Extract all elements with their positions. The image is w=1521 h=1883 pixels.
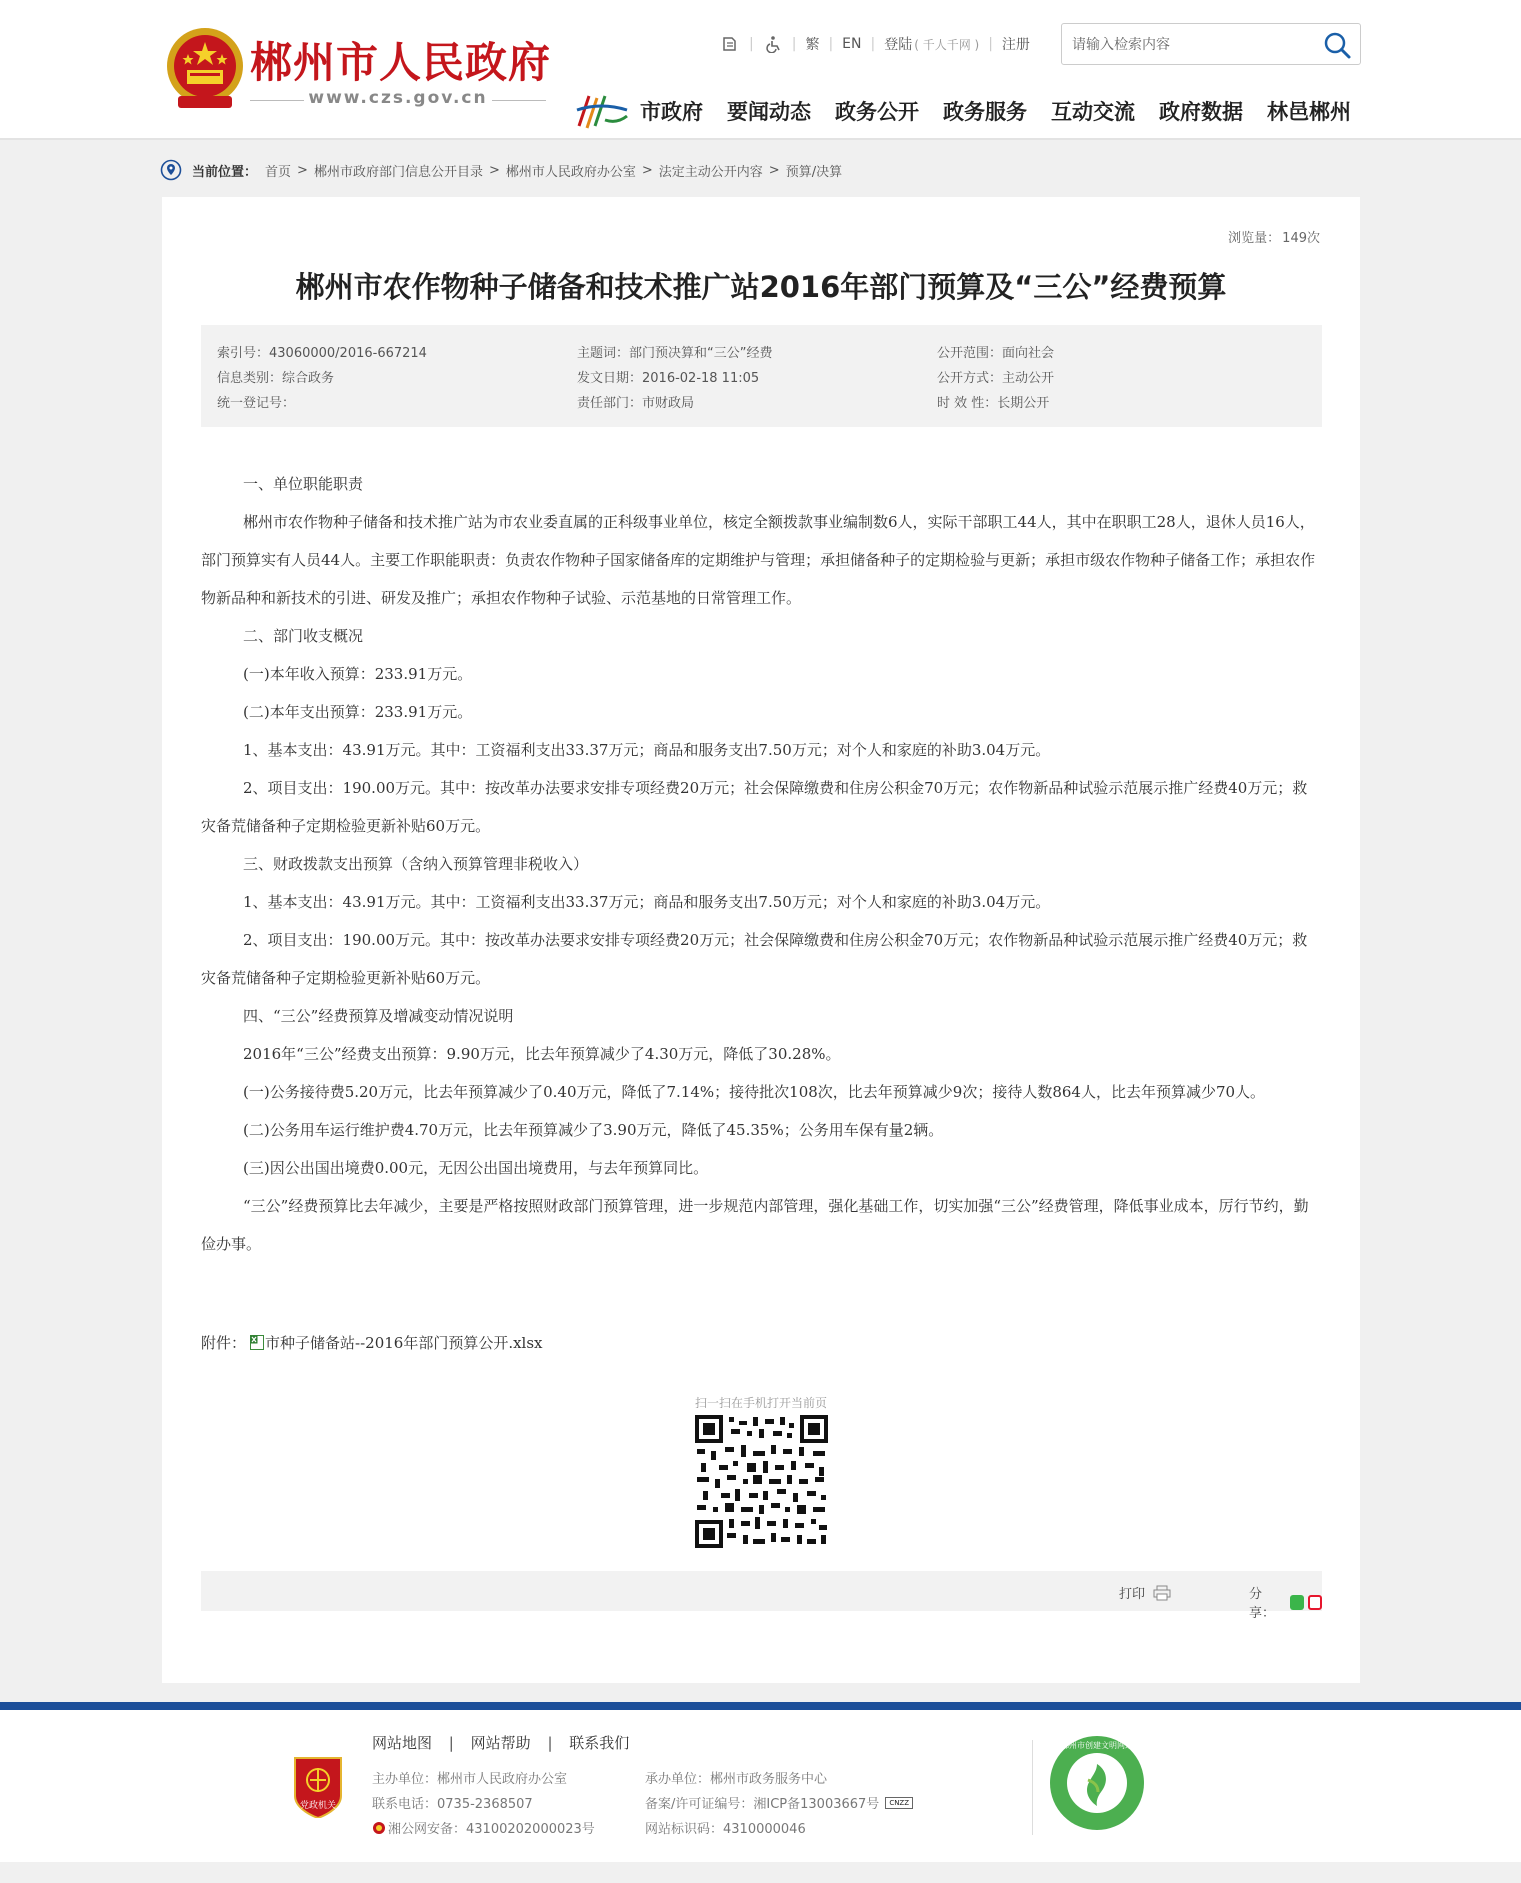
meta-department: 责任部门：市财政局 <box>577 396 695 411</box>
view-count-value: 149次 <box>1282 231 1320 246</box>
meta-scope: 公开范围：面向社会 <box>937 346 1055 361</box>
article-paragraph: (二)公务用车运行维护费4.70万元，比去年预算减少了3.90万元，降低了45.35%；公务用车保有量2辆。 <box>243 1121 944 1139</box>
footer-sponsor: 主办单位：郴州市人民政府办公室 <box>372 1772 568 1787</box>
printer-icon <box>1153 1585 1171 1601</box>
meta-registration-number: 统一登记号： <box>217 396 296 411</box>
breadcrumb-item[interactable]: 法定主动公开内容 <box>658 164 763 180</box>
attachment-label: 附件： <box>201 1334 247 1352</box>
civilized-website-seal[interactable] <box>1048 1734 1146 1832</box>
site-header <box>0 0 1521 140</box>
search-icon[interactable] <box>1322 30 1352 60</box>
footer-divider <box>1032 1740 1033 1835</box>
icp-text: 备案/许可证编号：湘ICP备13003667号 <box>645 1797 880 1812</box>
breadcrumb-item[interactable]: 预算/决算 <box>785 164 843 180</box>
police-record-text: 湘公网安备：43100202000023号 <box>388 1822 595 1837</box>
attachment-link[interactable]: 市种子储备站--2016年部门预算公开.xlsx <box>265 1334 543 1352</box>
article-paragraph: 1、基本支出：43.91万元。其中：工资福利支出33.37万元；商品和服务支出7.50万元；对个人和家庭的补助3.04万元。 <box>243 741 1051 759</box>
breadcrumb-item[interactable]: 郴州市政府部门信息公开目录 <box>313 164 483 180</box>
article-paragraph: (二)本年支出预算：233.91万元。 <box>243 703 473 721</box>
nav-item[interactable]: 市政府 <box>640 100 703 124</box>
excel-file-icon <box>250 1335 264 1350</box>
header-toolbar <box>720 34 1030 54</box>
breadcrumb-item[interactable]: 首页 <box>265 164 292 180</box>
meta-row <box>217 367 1317 386</box>
nav-item[interactable]: 林邑郴州 <box>1267 100 1351 124</box>
traditional-chinese-link[interactable]: 繁 <box>805 37 820 53</box>
article-paragraph: 2、项目支出：190.00万元。其中：按改革办法要求安排专项经费20万元；社会保障缴费和住房公积金70万元；农作物新品种试验示范展示推广经费40万元；救灾备荒储备种子定期检验更新补贴60万元。 <box>201 931 1308 987</box>
login-note: ( 千人千网 ) <box>914 37 980 52</box>
czs-logo-icon <box>575 90 629 132</box>
footer-separator: | <box>547 1734 553 1752</box>
nav-item[interactable]: 政务公开 <box>835 100 919 124</box>
meta-index-number: 索引号：43060000/2016-667214 <box>217 346 427 361</box>
footer-links <box>372 1732 629 1753</box>
weibo-share-icon[interactable] <box>1308 1595 1322 1610</box>
article-body <box>201 465 1322 1263</box>
english-link[interactable]: EN <box>842 36 862 52</box>
article-title: 郴州市农作物种子储备和技术推广站2016年部门预算及“三公”经费预算 <box>295 270 1227 304</box>
footer-operator: 承办单位：郴州市政务服务中心 <box>645 1772 828 1787</box>
meta-row <box>217 392 1317 411</box>
article-card <box>162 197 1360 1683</box>
seal-text: 郴州市创建文明网站 <box>1061 1741 1133 1750</box>
footer-link-help[interactable]: 网站帮助 <box>470 1734 531 1752</box>
footer-icp[interactable] <box>645 1793 913 1812</box>
breadcrumb-item[interactable]: 郴州市人民政府办公室 <box>505 164 636 180</box>
breadcrumb-separator: > <box>768 162 780 178</box>
print-button[interactable] <box>1119 1583 1171 1602</box>
meta-validity: 时 效 性：长期公开 <box>937 396 1050 411</box>
attachment-row <box>201 1332 543 1353</box>
nav-item[interactable]: 政务服务 <box>943 100 1027 124</box>
toolbar-separator: | <box>791 36 797 52</box>
article-paragraph: (三)因公出国出境费0.00元，无因公出国出境费用，与去年预算同比。 <box>243 1159 709 1177</box>
footer-link-sitemap[interactable]: 网站地图 <box>372 1734 433 1752</box>
article-paragraph: 四、“三公”经费预算及增减变动情况说明 <box>243 1007 514 1025</box>
accessibility-reader-icon[interactable] <box>720 34 740 54</box>
login-link[interactable]: 登陆 <box>884 37 913 53</box>
police-emblem-icon <box>372 1821 386 1835</box>
meta-disclosure-mode: 公开方式：主动公开 <box>937 371 1055 386</box>
article-paragraph: 三、财政拨款支出预算（含纳入预算管理非税收入） <box>243 855 589 873</box>
footer-police-record[interactable] <box>372 1818 595 1837</box>
party-government-badge[interactable] <box>291 1754 345 1818</box>
main-nav <box>640 96 1351 126</box>
footer-link-contact[interactable]: 联系我们 <box>569 1734 630 1752</box>
article-paragraph: 1、基本支出：43.91万元。其中：工资福利支出33.37万元；商品和服务支出7.50万元；对个人和家庭的补助3.04万元。 <box>243 893 1051 911</box>
breadcrumb-separator: > <box>488 162 500 178</box>
accessibility-wheelchair-icon[interactable] <box>763 34 783 54</box>
share-bar <box>201 1571 1322 1621</box>
article-paragraph: 一、单位职能职责 <box>243 475 364 493</box>
meta-row <box>217 342 1317 361</box>
nav-item[interactable]: 要闻动态 <box>727 100 811 124</box>
breadcrumb-separator: > <box>297 162 308 178</box>
breadcrumb-label: 当前位置： <box>192 164 258 180</box>
site-footer <box>0 1702 1521 1862</box>
article-paragraph: 郴州市农作物种子储备和技术推广站为市农业委直属的正科级事业单位，核定全额拨款事业编制数6人，实际干部职工44人，其中在职职工28人，退休人员16人，部门预算实有人员44人。主要工作职能职责：负责农作物种子国家储备库的定期维护与管理；承担储备种子的定期检验与更新；承担市级农作物种子储备工作；承担农作物新品种和新技术的引进、研发及推广；承担农作物种子试验、示范基地的日常管理工作。 <box>201 513 1316 607</box>
cnzz-badge[interactable]: CNZZ <box>885 1797 913 1809</box>
meta-category: 信息类别：综合政务 <box>217 371 335 386</box>
share-group <box>1249 1583 1322 1621</box>
search-input[interactable] <box>1072 33 1302 57</box>
nav-item[interactable]: 政府数据 <box>1159 100 1243 124</box>
breadcrumb-separator: > <box>641 162 653 178</box>
wechat-share-icon[interactable] <box>1290 1595 1304 1610</box>
nav-item[interactable]: 互动交流 <box>1051 100 1135 124</box>
footer-site-code: 网站标识码：4310000046 <box>645 1822 806 1837</box>
meta-keywords: 主题词：部门预决算和“三公”经费 <box>577 346 773 361</box>
toolbar-separator: | <box>988 36 993 52</box>
article-meta <box>201 325 1322 427</box>
breadcrumb <box>160 159 842 181</box>
national-emblem-icon[interactable] <box>164 26 246 112</box>
view-count-label: 浏览量： <box>1228 231 1281 246</box>
location-pin-icon <box>160 159 182 181</box>
toolbar-separator: | <box>828 36 834 52</box>
toolbar-separator: | <box>870 36 876 52</box>
article-paragraph: (一)公务接待费5.20万元，比去年预算减少了0.40万元，降低了7.14%；接待批次108次，比去年预算减少9次；接待人数864人，比去年预算减少70人。 <box>243 1083 1266 1101</box>
footer-separator: | <box>448 1734 454 1752</box>
article-paragraph: “三公”经费预算比去年减少，主要是严格按照财政部门预算管理，进一步规范内部管理，强化基础工作，切实加强“三公”经费管理，降低事业成本，厉行节约，勤俭办事。 <box>201 1197 1309 1253</box>
article-paragraph: (一)本年收入预算：233.91万元。 <box>243 665 473 683</box>
badge-text: 党政机关 <box>299 1801 337 1811</box>
share-label: 分享： <box>1249 1587 1276 1621</box>
print-label: 打印 <box>1119 1587 1146 1602</box>
site-title[interactable]: 郴州市人民政府 <box>250 38 552 87</box>
toolbar-separator: | <box>749 36 754 52</box>
article-paragraph: 2016年“三公”经费支出预算：9.90万元，比去年预算减少了4.30万元，降低了30.28%。 <box>243 1045 841 1063</box>
qr-code-label: 扫一扫在手机打开当前页 <box>694 1396 827 1410</box>
article-paragraph: 2、项目支出：190.00万元。其中：按改革办法要求安排专项经费20万元；社会保障缴费和住房公积金70万元；农作物新品种试验示范展示推广经费40万元；救灾备荒储备种子定期检验更新补贴60万元。 <box>201 779 1308 835</box>
search-box <box>1061 23 1361 65</box>
footer-phone: 联系电话：0735-2368507 <box>372 1797 533 1812</box>
register-link[interactable]: 注册 <box>1001 37 1030 53</box>
meta-publish-date: 发文日期：2016-02-18 11:05 <box>577 371 760 386</box>
qr-code-icon <box>695 1415 828 1548</box>
view-count <box>1226 227 1320 246</box>
article-paragraph: 二、部门收支概况 <box>243 627 364 645</box>
site-domain: www.czs.gov.cn <box>250 88 546 108</box>
